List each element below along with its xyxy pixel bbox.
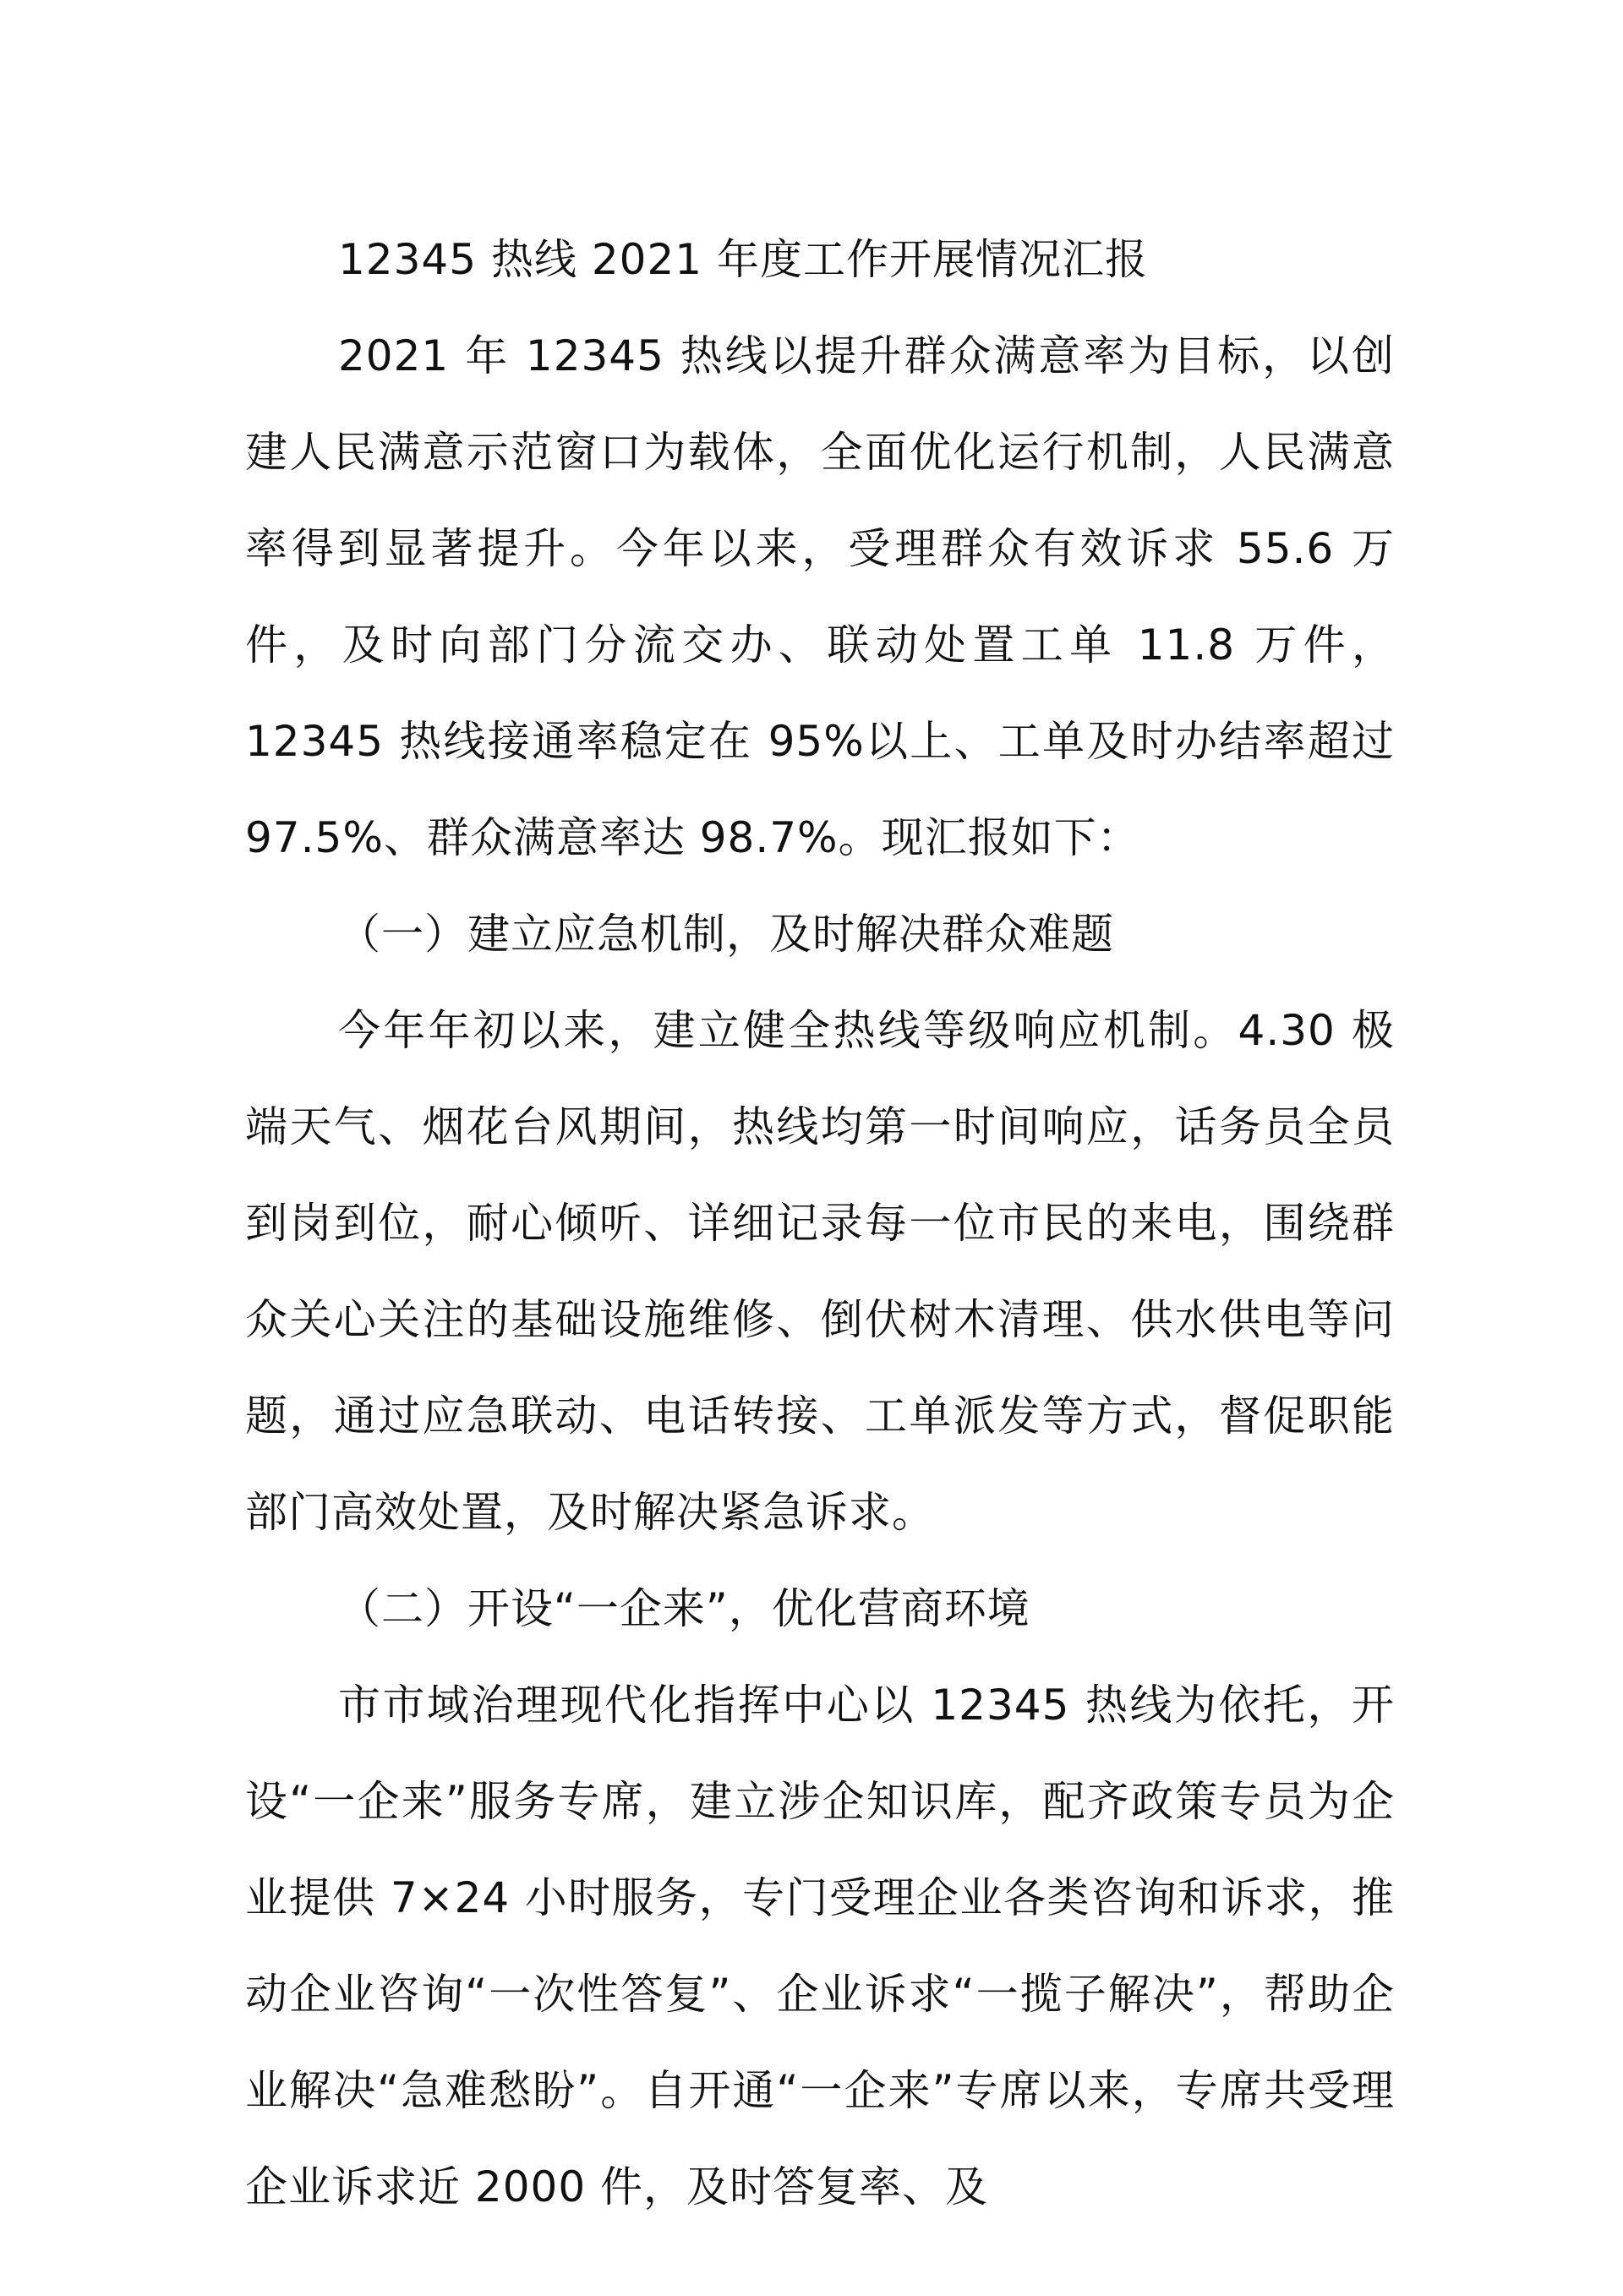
document-title: 12345 热线 2021 年度工作开展情况汇报 xyxy=(338,235,1148,284)
section-1-heading: （一）建立应急机制，及时解决群众难题 xyxy=(338,910,1114,959)
section-2-paragraph: 市市域治理现代化指挥中心以 12345 热线为依托，开设“一企来”服务专席，建立涉企知识库，配齐政策专员为企业提供 7×24 小时服务，专门受理企业各类咨询和诉求，推动企业咨询“一次性答复”、企业诉求“一揽子解决”，帮助企业解决“急难愁盼”。自开通“一企来”专席以来，专席共受理企业诉求近 2000 件，及时答复率、及 xyxy=(245,1681,1395,2211)
section-2-heading: （二）开设“一企来”，优化营商环境 xyxy=(338,1584,1030,1633)
intro-paragraph: 2021 年 12345 热线以提升群众满意率为目标，以创建人民满意示范窗口为载体，全面优化运行机制，人民满意率得到显著提升。今年以来，受理群众有效诉求 55.6 万件，及时向部门分流交办、联动处置工单 11.8 万件，12345 热线接通率稳定在 95%以上、工单及时办结率超过 97.5%、群众满意率达 98.7%。现汇报如下： xyxy=(245,331,1395,862)
section-1-paragraph: 今年年初以来，建立健全热线等级响应机制。4.30 极端天气、烟花台风期间，热线均第一时间响应，话务员全员到岗到位，耐心倾听、详细记录每一位市民的来电，围绕群众关心关注的基础设施维修、倒伏树木清理、供水供电等问题，通过应急联动、电话转接、工单派发等方式，督促职能部门高效处置，及时解决紧急诉求。 xyxy=(245,1006,1395,1537)
document-body xyxy=(245,211,1395,2235)
